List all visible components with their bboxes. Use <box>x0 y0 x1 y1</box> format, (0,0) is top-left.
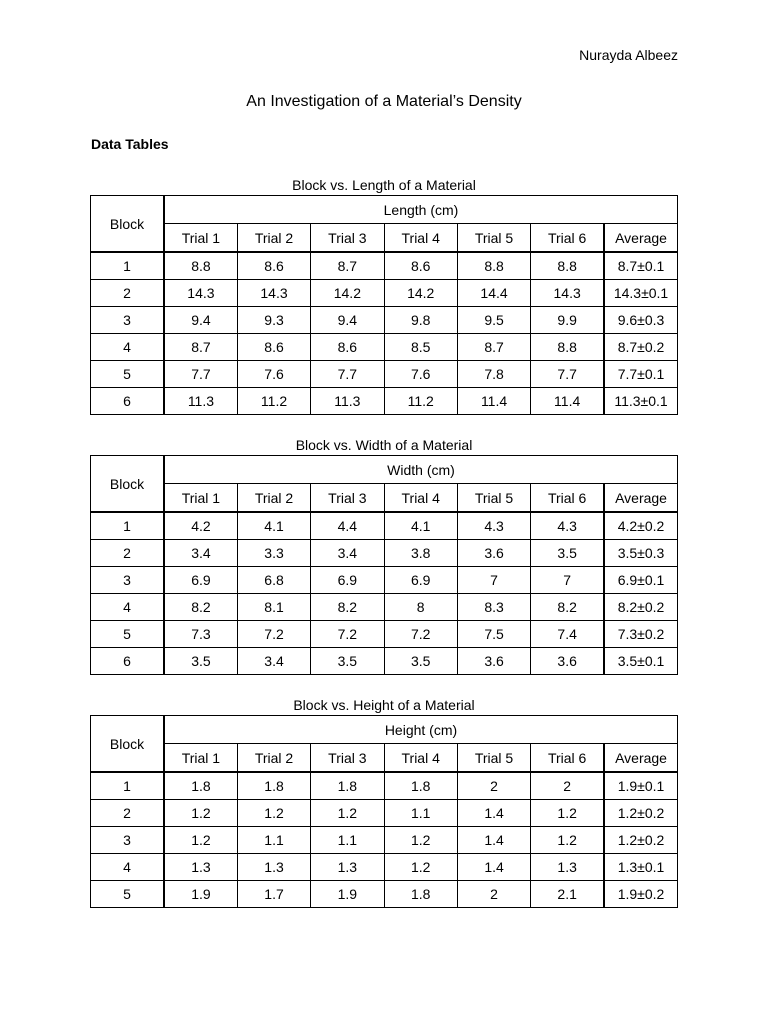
average-cell: 1.2±0.2 <box>604 827 677 854</box>
trial-cell: 1.8 <box>384 881 457 908</box>
block-number-cell: 4 <box>91 594 165 621</box>
trial-column-header: Trial 4 <box>384 484 457 513</box>
trial-cell: 3.6 <box>457 648 530 675</box>
trial-cell: 1.3 <box>237 854 310 881</box>
document-title: An Investigation of a Material’s Density <box>246 93 522 110</box>
trial-cell: 3.4 <box>237 648 310 675</box>
trial-cell: 8 <box>384 594 457 621</box>
author-name: Nurayda Albeez <box>579 47 678 63</box>
block-column-header: Block <box>91 196 165 253</box>
subheader-row <box>91 224 678 253</box>
table-body <box>91 252 678 415</box>
trial-cell: 7.2 <box>384 621 457 648</box>
trial-cell: 3.5 <box>384 648 457 675</box>
trial-cell: 14.4 <box>457 280 530 307</box>
trial-cell: 1.4 <box>457 854 530 881</box>
trial-cell: 1.4 <box>457 800 530 827</box>
trial-column-header: Trial 6 <box>531 744 604 773</box>
header-row <box>91 716 678 744</box>
trial-cell: 11.2 <box>384 388 457 415</box>
trial-cell: 3.4 <box>164 540 237 567</box>
average-cell: 7.3±0.2 <box>604 621 677 648</box>
trial-column-header: Trial 6 <box>531 484 604 513</box>
trial-cell: 7.7 <box>164 361 237 388</box>
trial-cell: 7 <box>531 567 604 594</box>
block-number-cell: 2 <box>91 280 165 307</box>
table-caption: Block vs. Width of a Material <box>295 437 473 453</box>
trial-cell: 1.2 <box>311 800 384 827</box>
trial-cell: 1.2 <box>531 800 604 827</box>
trial-cell: 1.7 <box>237 881 310 908</box>
block-column-header: Block <box>91 716 165 773</box>
trial-cell: 8.8 <box>164 252 237 280</box>
trial-column-header: Trial 1 <box>164 224 237 253</box>
table-row <box>91 594 678 621</box>
trial-cell: 3.6 <box>531 648 604 675</box>
trial-cell: 1.1 <box>384 800 457 827</box>
average-cell: 1.3±0.1 <box>604 854 677 881</box>
width-table-section <box>90 436 678 675</box>
trial-cell: 1.8 <box>384 772 457 800</box>
trial-cell: 1.1 <box>311 827 384 854</box>
average-cell: 1.9±0.1 <box>604 772 677 800</box>
trial-cell: 2 <box>457 881 530 908</box>
trial-cell: 7.3 <box>164 621 237 648</box>
trial-cell: 3.4 <box>311 540 384 567</box>
table-header <box>91 456 678 513</box>
average-cell: 8.7±0.2 <box>604 334 677 361</box>
block-number-cell: 1 <box>91 772 165 800</box>
trial-cell: 7.6 <box>237 361 310 388</box>
trial-cell: 1.2 <box>384 827 457 854</box>
trial-cell: 14.3 <box>531 280 604 307</box>
table-row <box>91 567 678 594</box>
trial-cell: 1.3 <box>311 854 384 881</box>
trial-column-header: Trial 5 <box>457 744 530 773</box>
trial-cell: 11.4 <box>457 388 530 415</box>
trial-column-header: Trial 5 <box>457 484 530 513</box>
block-number-cell: 3 <box>91 567 165 594</box>
trial-cell: 1.1 <box>237 827 310 854</box>
trial-cell: 3.5 <box>164 648 237 675</box>
table-row <box>91 881 678 908</box>
table-row <box>91 772 678 800</box>
trial-cell: 8.5 <box>384 334 457 361</box>
trial-column-header: Trial 5 <box>457 224 530 253</box>
table-row <box>91 800 678 827</box>
trial-cell: 1.8 <box>311 772 384 800</box>
trial-cell: 3.8 <box>384 540 457 567</box>
subheader-row <box>91 744 678 773</box>
table-row <box>91 252 678 280</box>
trial-cell: 2 <box>457 772 530 800</box>
table-header <box>91 716 678 773</box>
trial-cell: 3.5 <box>531 540 604 567</box>
trial-cell: 1.8 <box>164 772 237 800</box>
block-number-cell: 4 <box>91 334 165 361</box>
average-column-header: Average <box>604 224 677 253</box>
trial-cell: 1.3 <box>164 854 237 881</box>
trial-cell: 1.2 <box>237 800 310 827</box>
trial-cell: 8.6 <box>384 252 457 280</box>
block-column-header: Block <box>91 456 165 513</box>
trial-cell: 8.2 <box>531 594 604 621</box>
trial-cell: 7.6 <box>384 361 457 388</box>
block-number-cell: 1 <box>91 512 165 540</box>
average-cell: 1.2±0.2 <box>604 800 677 827</box>
block-number-cell: 4 <box>91 854 165 881</box>
measure-column-header: Height (cm) <box>164 716 678 744</box>
trial-cell: 9.8 <box>384 307 457 334</box>
average-cell: 3.5±0.3 <box>604 540 677 567</box>
trial-column-header: Trial 6 <box>531 224 604 253</box>
trial-cell: 1.8 <box>237 772 310 800</box>
trial-cell: 3.5 <box>311 648 384 675</box>
trial-cell: 7 <box>457 567 530 594</box>
trial-cell: 6.9 <box>164 567 237 594</box>
trial-cell: 14.3 <box>237 280 310 307</box>
trial-column-header: Trial 3 <box>311 484 384 513</box>
trial-cell: 8.2 <box>311 594 384 621</box>
trial-cell: 14.2 <box>384 280 457 307</box>
table-header <box>91 196 678 253</box>
table-row <box>91 307 678 334</box>
table-row <box>91 621 678 648</box>
trial-column-header: Trial 2 <box>237 224 310 253</box>
trial-column-header: Trial 4 <box>384 224 457 253</box>
trial-cell: 9.4 <box>164 307 237 334</box>
trial-cell: 7.7 <box>311 361 384 388</box>
table-row <box>91 512 678 540</box>
table-row <box>91 388 678 415</box>
measure-column-header: Length (cm) <box>164 196 678 224</box>
trial-cell: 4.3 <box>531 512 604 540</box>
trial-column-header: Trial 3 <box>311 224 384 253</box>
trial-cell: 4.4 <box>311 512 384 540</box>
trial-cell: 7.2 <box>237 621 310 648</box>
trial-cell: 8.8 <box>531 252 604 280</box>
trial-cell: 1.9 <box>311 881 384 908</box>
length-table-section <box>90 176 678 415</box>
trial-cell: 1.3 <box>531 854 604 881</box>
table-caption: Block vs. Height of a Material <box>293 697 475 713</box>
trial-cell: 8.7 <box>311 252 384 280</box>
trial-cell: 14.3 <box>164 280 237 307</box>
subheader-row <box>91 484 678 513</box>
trial-cell: 4.1 <box>384 512 457 540</box>
average-cell: 3.5±0.1 <box>604 648 677 675</box>
trial-cell: 8.8 <box>457 252 530 280</box>
average-cell: 8.2±0.2 <box>604 594 677 621</box>
average-cell: 9.6±0.3 <box>604 307 677 334</box>
table-body <box>91 512 678 675</box>
trial-cell: 3.6 <box>457 540 530 567</box>
trial-cell: 9.9 <box>531 307 604 334</box>
trial-cell: 8.3 <box>457 594 530 621</box>
average-cell: 11.3±0.1 <box>604 388 677 415</box>
trial-cell: 4.2 <box>164 512 237 540</box>
table-caption: Block vs. Length of a Material <box>292 177 476 193</box>
header-row <box>91 196 678 224</box>
average-cell: 8.7±0.1 <box>604 252 677 280</box>
trial-cell: 8.6 <box>237 252 310 280</box>
block-number-cell: 3 <box>91 827 165 854</box>
trial-cell: 11.2 <box>237 388 310 415</box>
trial-cell: 7.5 <box>457 621 530 648</box>
trial-cell: 1.2 <box>384 854 457 881</box>
trial-cell: 9.3 <box>237 307 310 334</box>
trial-cell: 9.5 <box>457 307 530 334</box>
trial-column-header: Trial 1 <box>164 744 237 773</box>
block-number-cell: 5 <box>91 621 165 648</box>
trial-cell: 7.4 <box>531 621 604 648</box>
trial-cell: 7.8 <box>457 361 530 388</box>
block-number-cell: 1 <box>91 252 165 280</box>
trial-cell: 1.2 <box>164 800 237 827</box>
table-row <box>91 540 678 567</box>
average-cell: 1.9±0.2 <box>604 881 677 908</box>
block-number-cell: 6 <box>91 648 165 675</box>
trial-column-header: Trial 1 <box>164 484 237 513</box>
average-cell: 7.7±0.1 <box>604 361 677 388</box>
data-table <box>90 715 678 908</box>
trial-cell: 11.3 <box>311 388 384 415</box>
trial-cell: 6.8 <box>237 567 310 594</box>
trial-cell: 2 <box>531 772 604 800</box>
trial-cell: 6.9 <box>311 567 384 594</box>
trial-column-header: Trial 2 <box>237 744 310 773</box>
measure-column-header: Width (cm) <box>164 456 678 484</box>
trial-cell: 8.6 <box>311 334 384 361</box>
trial-cell: 8.7 <box>164 334 237 361</box>
data-table <box>90 455 678 675</box>
trial-column-header: Trial 2 <box>237 484 310 513</box>
data-table <box>90 195 678 415</box>
trial-cell: 8.2 <box>164 594 237 621</box>
table-row <box>91 827 678 854</box>
block-number-cell: 6 <box>91 388 165 415</box>
trial-cell: 3.3 <box>237 540 310 567</box>
block-number-cell: 5 <box>91 881 165 908</box>
header-row <box>91 456 678 484</box>
block-number-cell: 2 <box>91 540 165 567</box>
table-row <box>91 280 678 307</box>
trial-cell: 7.7 <box>531 361 604 388</box>
trial-cell: 4.1 <box>237 512 310 540</box>
trial-column-header: Trial 4 <box>384 744 457 773</box>
trial-cell: 1.4 <box>457 827 530 854</box>
trial-cell: 1.2 <box>531 827 604 854</box>
average-cell: 6.9±0.1 <box>604 567 677 594</box>
block-number-cell: 2 <box>91 800 165 827</box>
trial-cell: 14.2 <box>311 280 384 307</box>
trial-cell: 2.1 <box>531 881 604 908</box>
trial-cell: 8.1 <box>237 594 310 621</box>
trial-cell: 1.9 <box>164 881 237 908</box>
table-row <box>91 334 678 361</box>
trial-cell: 9.4 <box>311 307 384 334</box>
table-row <box>91 361 678 388</box>
table-row <box>91 854 678 881</box>
trial-cell: 8.6 <box>237 334 310 361</box>
height-table-section <box>90 696 678 908</box>
trial-cell: 8.7 <box>457 334 530 361</box>
trial-cell: 8.8 <box>531 334 604 361</box>
average-column-header: Average <box>604 744 677 773</box>
block-number-cell: 3 <box>91 307 165 334</box>
average-cell: 14.3±0.1 <box>604 280 677 307</box>
trial-cell: 11.4 <box>531 388 604 415</box>
trial-cell: 11.3 <box>164 388 237 415</box>
average-column-header: Average <box>604 484 677 513</box>
section-heading: Data Tables <box>91 136 169 152</box>
table-body <box>91 772 678 908</box>
trial-cell: 4.3 <box>457 512 530 540</box>
trial-column-header: Trial 3 <box>311 744 384 773</box>
trial-cell: 7.2 <box>311 621 384 648</box>
table-row <box>91 648 678 675</box>
average-cell: 4.2±0.2 <box>604 512 677 540</box>
trial-cell: 1.2 <box>164 827 237 854</box>
trial-cell: 6.9 <box>384 567 457 594</box>
block-number-cell: 5 <box>91 361 165 388</box>
